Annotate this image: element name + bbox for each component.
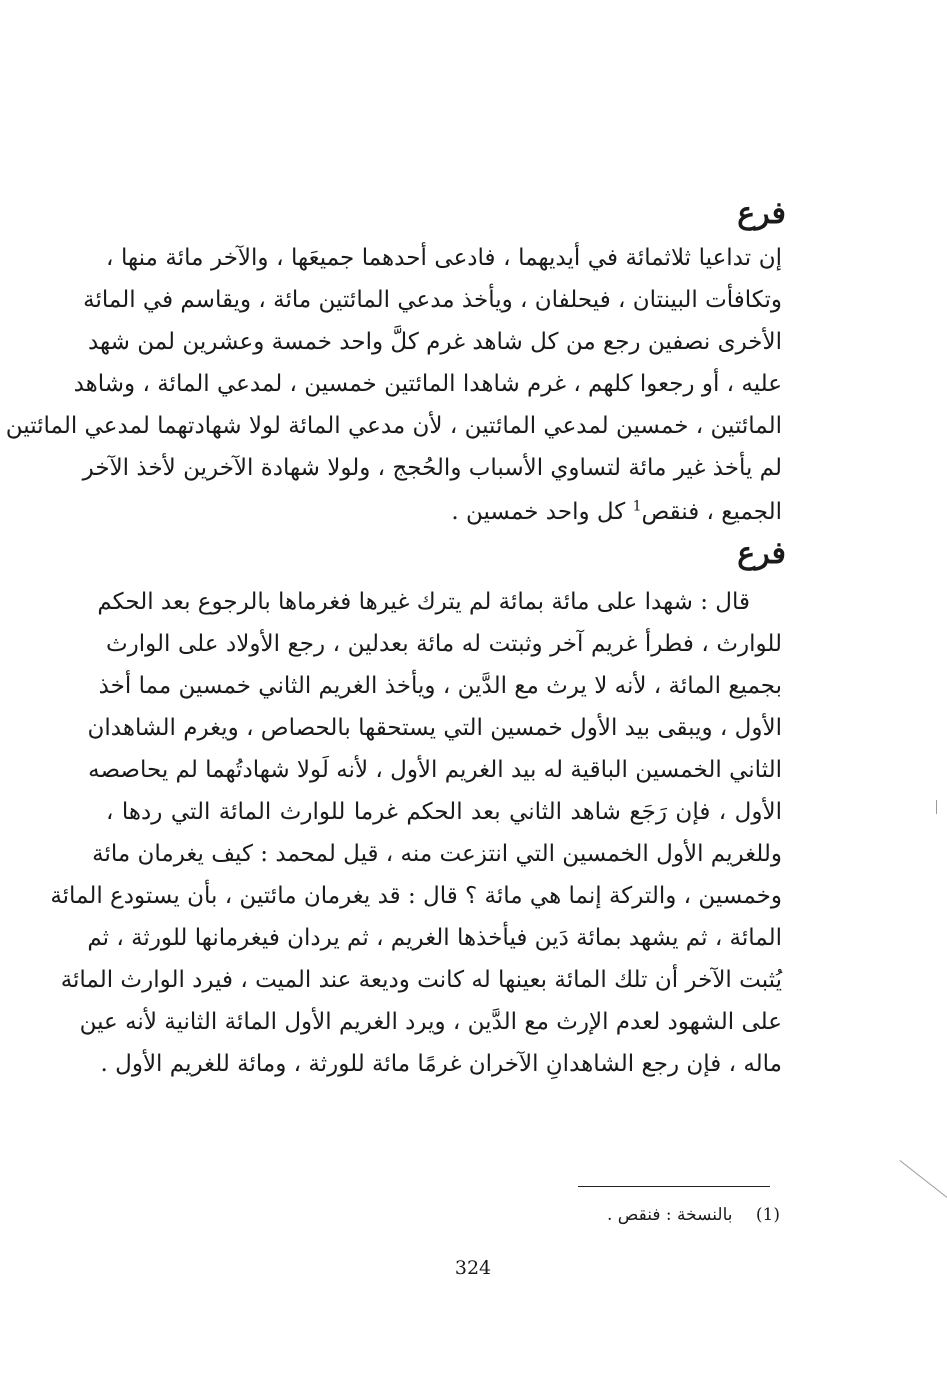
text-segment: كل واحد خمسين . <box>451 499 626 525</box>
text-line: عليه ، أو رجعوا كلهم ، غرم شاهدا المائتين خمسين ، لمدعي المائة ، وشاهد <box>73 371 782 397</box>
footnote-reference: 1 <box>632 498 642 515</box>
text-line: بجميع المائة ، لأنه لا يرث مع الدَّين ، ويأخذ الغريم الثاني خمسين مما أخذ <box>98 673 782 699</box>
scan-artifact <box>899 1160 947 1198</box>
text-line: إن تداعيا ثلاثمائة في أيديهما ، فادعى أحدهما جميعَها ، والآخر مائة منها ، <box>106 245 782 271</box>
text-line: يُثبت الآخر أن تلك المائة بعينها له كانت وديعة عند الميت ، فيرد الوارث المائة <box>60 967 782 993</box>
footnote-number: (1) <box>755 1205 780 1225</box>
text-line: وللغريم الأول الخمسين التي انتزعت منه ، قيل لمحمد : كيف يغرمان مائة <box>92 841 782 867</box>
text-line: للوارث ، فطرأ غريم آخر وثبتت له مائة بعدلين ، رجع الأولاد على الوارث <box>106 631 782 657</box>
text-line: الأخرى نصفين رجع من كل شاهد غرم كلَّ واحد خمسة وعشرين لمن شهد <box>87 329 782 355</box>
text-line-with-footnote <box>106 492 782 532</box>
text-line: على الشهود لعدم الإرث مع الدَّين ، ويرد الغريم الأول المائة الثانية لأنه عين <box>79 1009 782 1035</box>
text-line: الأول ، فإن رَجَع شاهد الثاني بعد الحكم غرما للوارث المائة التي ردها ، <box>106 799 782 825</box>
section-heading-2: فرع <box>737 536 786 571</box>
text-line: المائتين ، خمسين لمدعي المائتين ، لأن مدعي المائة لولا شهادتهما لمدعي المائتين <box>5 413 782 439</box>
text-line: قال : شهدا على مائة بمائة لم يترك غيرها فغرماها بالرجوع بعد الحكم <box>97 589 750 615</box>
footnote-text: بالنسخة : فنقص . <box>606 1205 733 1225</box>
page-number: 324 <box>454 1257 492 1279</box>
footnote <box>560 1203 780 1227</box>
text-line: المائة ، ثم يشهد بمائة دَين فيأخذها الغريم ، ثم يردان فيغرمانها للورثة ، ثم <box>87 925 782 951</box>
scan-artifact <box>936 800 937 814</box>
text-segment: الجميع ، فنقص <box>641 499 782 525</box>
footnote-divider <box>578 1186 770 1187</box>
text-line: وخمسين ، والتركة إنما هي مائة ؟ قال : قد يغرمان مائتين ، بأن يستودع المائة <box>50 883 782 909</box>
text-line: لم يأخذ غير مائة لتساوي الأسباب والحُجج ، ولولا شهادة الآخرين لأخذ الآخر <box>82 455 782 481</box>
text-line: الثاني الخمسين الباقية له بيد الغريم الأول ، لأنه لَولا شهادتُهما لم يحاصصه <box>88 757 782 783</box>
text-line: وتكافأت البينتان ، فيحلفان ، ويأخذ مدعي المائتين مائة ، ويقاسم في المائة <box>83 287 782 313</box>
text-line: الأول ، ويبقى بيد الأول خمسين التي يستحقها بالحصاص ، ويغرم الشاهدان <box>87 715 782 741</box>
text-line: ماله ، فإن رجع الشاهدانِ الآخران غرمًا مائة للورثة ، ومائة للغريم الأول . <box>100 1051 782 1077</box>
section-heading-1: فرع <box>737 196 786 231</box>
